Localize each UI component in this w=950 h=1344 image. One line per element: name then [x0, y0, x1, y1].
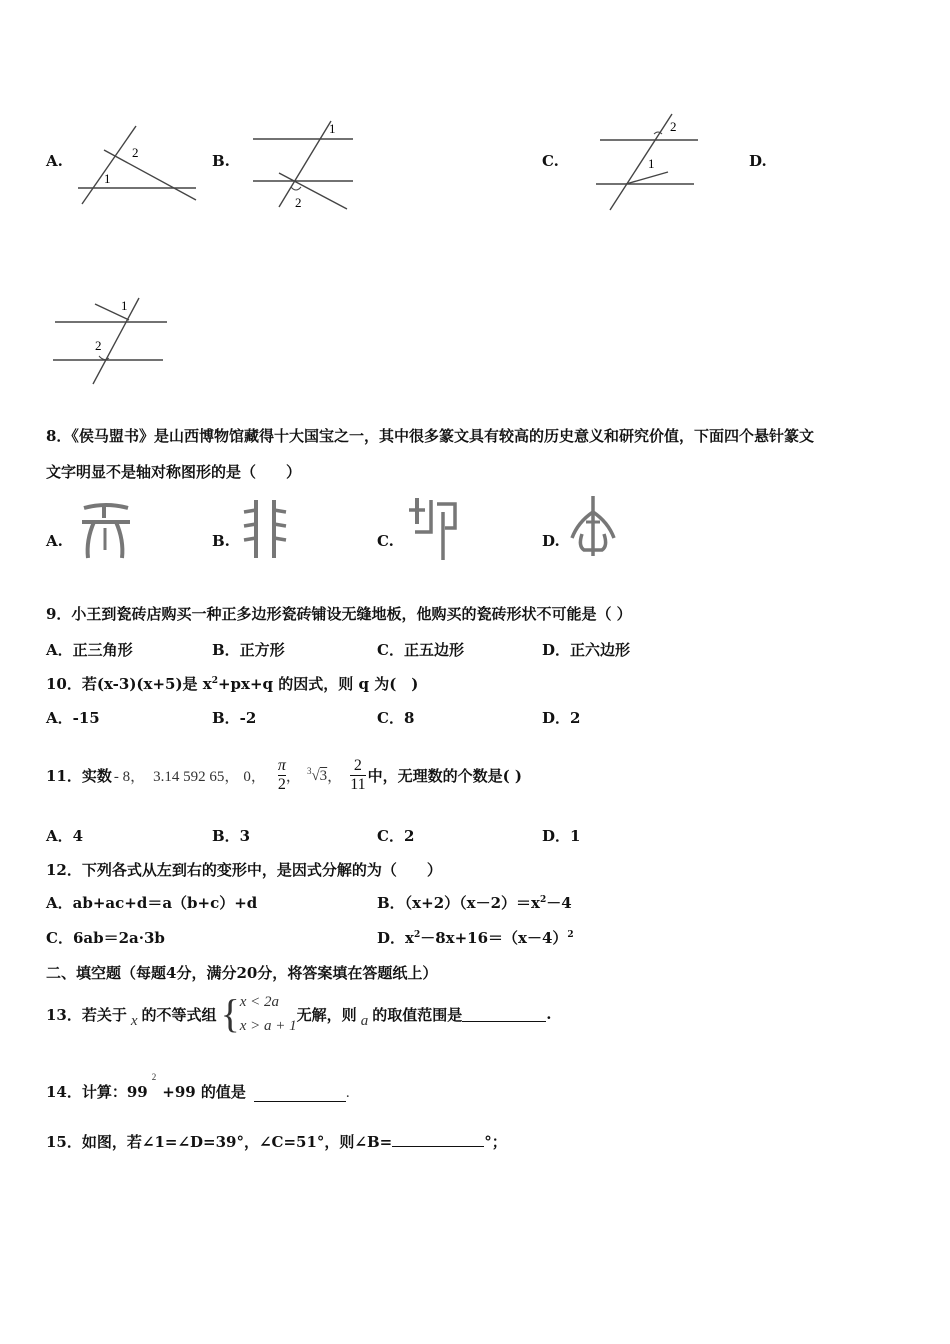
q8-option-d-label: D. [542, 532, 560, 550]
svg-text:2: 2 [132, 145, 139, 160]
q7-diagram-c [590, 110, 705, 215]
q8-option-a-label: A. [46, 532, 63, 550]
q8-option-b-label: B. [212, 532, 230, 550]
svg-text:2: 2 [670, 119, 677, 134]
q11-fraction-2-over-11: $\frac{2}{11}$ [350, 756, 366, 793]
q14-stem: 14．计算：99 2 +99 的值是 . [46, 1072, 350, 1101]
q8-seal-char-d [568, 494, 618, 560]
q8-seal-char-a [78, 500, 133, 562]
q11-option-b: B．3 [212, 827, 251, 845]
svg-text:2: 2 [295, 195, 302, 210]
q11-stem: 11．实数 - 8， 3.14 592 65， 0， $\frac{\pi}{2}$ ， $^3$√3 ， $\frac{2}{11}$ 中，无理数的个数是( ) [46, 756, 523, 793]
q15-answer-blank[interactable] [392, 1132, 484, 1147]
svg-text:1: 1 [648, 156, 655, 171]
q11-fraction-pi-over-2: $\frac{\pi}{2}$ [277, 756, 286, 793]
q12-option-c: C．6ab＝2a·3b [46, 929, 165, 947]
q7-diagram-b [245, 115, 360, 215]
q7-option-b-label: B. [212, 152, 230, 170]
q7-option-d-label: D. [749, 152, 767, 170]
q13-inequality-system: { x < 2a x > a + 1 [220, 991, 297, 1036]
q7-diagram-d [45, 292, 175, 387]
q12-option-a: A．ab+ac+d＝a（b+c）+d [46, 894, 258, 912]
q12-option-d: D．$x^2-8x+16=(x-4)^2$ [377, 929, 574, 947]
q8-stem-line1: 8．《侯马盟书》是山西博物馆藏得十大国宝之一，其中很多篆文具有较高的历史意义和研究价值，下面四个悬针篆文 [46, 427, 814, 445]
q13-answer-blank[interactable] [462, 1007, 546, 1022]
q7-option-c-label: C. [542, 152, 559, 170]
q10-option-b: B．-2 [212, 709, 257, 727]
q10-option-c: C．8 [377, 709, 415, 727]
q9-option-d: D．正六边形 [542, 641, 631, 659]
q14-answer-blank[interactable] [254, 1087, 346, 1102]
q11-option-a: A．4 [46, 827, 84, 845]
q12-option-b: B．$(x+2)(x-2)=x^2-4$ [377, 894, 572, 912]
q15-stem: 15．如图，若∠1=∠D=39°，∠C=51°，则∠B= °； [46, 1133, 507, 1151]
q8-stem-line2: 文字明显不是轴对称图形的是（ ） [46, 463, 302, 481]
svg-text:1: 1 [121, 298, 128, 313]
q10-option-a: A．-15 [46, 709, 100, 727]
q7-option-a-label: A. [46, 152, 63, 170]
q10-stem: 10．若(x-3)(x+5)是 $x^2+px+q$ 的因式，则 q 为( ) [46, 675, 419, 693]
section-2-heading: 二、填空题（每题4分，满分20分，将答案填在答题纸上） [46, 964, 438, 982]
q11-option-d: D．1 [542, 827, 581, 845]
q9-option-b: B．正方形 [212, 641, 285, 659]
svg-text:1: 1 [104, 171, 111, 186]
q8-seal-char-c [405, 494, 460, 564]
q11-cube-root: $^3$√3 [306, 765, 328, 784]
svg-text:1: 1 [329, 121, 336, 136]
svg-text:2: 2 [95, 338, 102, 353]
q8-seal-char-b [240, 496, 290, 562]
q7-diagram-a [70, 120, 205, 210]
q8-option-c-label: C. [377, 532, 394, 550]
q9-stem: 9．小王到瓷砖店购买一种正多边形瓷砖铺设无缝地板，他购买的瓷砖形状不可能是（ ） [46, 605, 632, 623]
q13-stem: 13．若关于 x 的不等式组 { x < 2a x > a + 1 无解，则 a 的取值范围是 . [46, 991, 552, 1036]
q9-option-a: A．正三角形 [46, 641, 133, 659]
q10-option-d: D．2 [542, 709, 581, 727]
q11-option-c: C．2 [377, 827, 415, 845]
q9-option-c: C．正五边形 [377, 641, 464, 659]
q12-stem: 12．下列各式从左到右的变形中，是因式分解的为（ ） [46, 861, 442, 879]
